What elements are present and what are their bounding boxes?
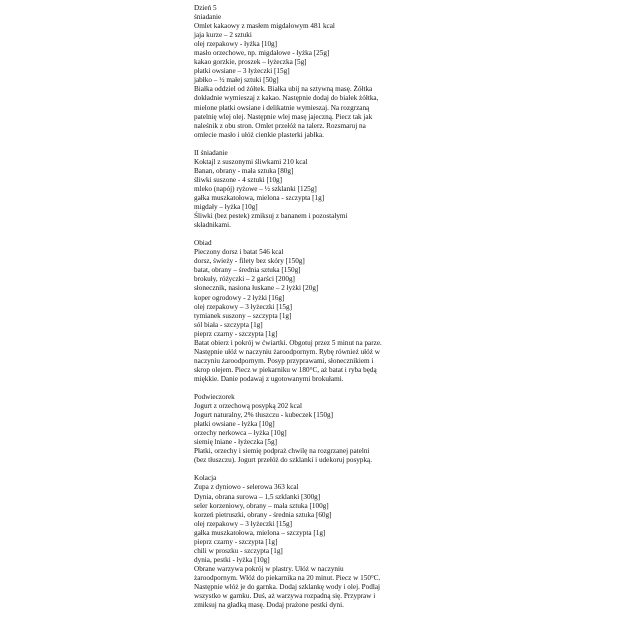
ingredient-item: Jogurt naturalny, 2% tłuszczu - kubeczek [150g] xyxy=(194,411,334,420)
section-spacer xyxy=(194,384,394,393)
ingredient-item: sól biała - szczypta [1g] xyxy=(194,320,263,329)
meal-plan-document xyxy=(194,4,394,610)
ingredient-item: kakao gorzkie, proszek – łyżeczka [5g] xyxy=(194,58,307,67)
ingredient-item: płatki owsiane – 3 łyżeczki [15g] xyxy=(194,67,290,76)
ingredient-item: chili w proszku - szczypta [1g] xyxy=(194,546,283,555)
dish-title: Jogurt z orzechową posypką 202 kcal xyxy=(194,402,302,411)
preparation-instructions: Płatki, orzechy i siemię podpraż chwilę na rozgrzanej patelni (bez tłuszczu). Jogurt przełóż do szklanki i udekoruj posypką. xyxy=(194,447,373,465)
meal-section xyxy=(194,13,394,140)
ingredient-item: korzeń pietruszki, obrany - średnia sztuka [60g] xyxy=(194,510,332,519)
dish-title: Zupa z dyniowo - selerowa 363 kcal xyxy=(194,483,299,492)
ingredient-item: słonecznik, nasiona łuskane – 2 łyżki [20g] xyxy=(194,284,319,293)
ingredient-item: gałka muszkatołowa, mielona – szczypta [1g] xyxy=(194,528,326,537)
ingredient-item: olej rzepakowy – 3 łyżeczki [15g] xyxy=(194,519,292,528)
meal-name: Kolacja xyxy=(194,474,217,483)
ingredient-item: brokuły, różyczki – 2 garści [200g] xyxy=(194,275,295,284)
ingredient-item: seler korzeniowy, obrany – mała sztuka [100g] xyxy=(194,501,329,510)
meal-name: śniadanie xyxy=(194,13,222,22)
preparation-instructions: Białka oddziel od żółtek. Białka ubij na sztywną masę. Żółtka dokładnie wymieszaj z kakao. Następnie dodaj do białek żółtka, mielone płatki owsiane i delikatnie wymieszaj. Na rozgrzaną patelnię wlej olej. Następnie wlej masę jajeczną. Piecz tak jak naleśnik z obu stron. Omlet przełóż na talerz. Rozsmaruj na omlecie masło i ułóż cienkie plasterki jabłka. xyxy=(194,85,379,139)
ingredient-item: dorsz, świeży - filety bez skóry [150g] xyxy=(194,257,305,266)
meal-section xyxy=(194,140,394,230)
ingredient-item: płatki owsiane - łyżka [10g] xyxy=(194,420,275,429)
dish-title: Koktajl z suszonymi śliwkami 210 kcal xyxy=(194,157,308,166)
meal-name: II śniadanie xyxy=(194,148,228,157)
preparation-instructions: Śliwki (bez pestek) zmiksuj z bananem i pozostałymi składnikami. xyxy=(194,212,348,230)
ingredient-item: batat, obrany – średnia sztuka [150g] xyxy=(194,266,301,275)
ingredient-item: Banan, obrany - mała sztuka [80g] xyxy=(194,166,294,175)
dish-title: Omlet kakaowy z masłem migdałowym 481 kcal xyxy=(194,22,335,31)
section-spacer xyxy=(194,230,394,239)
meal-name: Podwieczorek xyxy=(194,393,235,402)
ingredient-item: pieprz czarny - szczypta [1g] xyxy=(194,329,278,338)
ingredient-item: Dynia, obrana surowa – 1,5 szklanki [300g] xyxy=(194,492,321,501)
section-spacer xyxy=(194,465,394,474)
ingredient-item: gałka muszkatołowa, mielona - szczypta [1g] xyxy=(194,193,325,202)
ingredient-item: siemię lniane - łyżeczka [5g] xyxy=(194,438,278,447)
meal-section xyxy=(194,230,394,384)
section-spacer xyxy=(194,140,394,149)
ingredient-item: tymianek suszony – szczypta [1g] xyxy=(194,311,292,320)
preparation-instructions: Obrane warzywa pokrój w plastry. Ułóż w naczyniu żaroodpornym. Włóż do piekarnika na 20 minut. Piecz w 150°C. Następnie włóż je do garnka. Dodaj szklankę wody i olej. Podlaj wszystko w garnku. Duś, aż warzywa rozpadną się. Przypraw i zmiksuj na gładką masę. Dodaj prażone pestki dyni. xyxy=(194,564,381,610)
ingredient-item: dynia, pestki - łyżka [10g] xyxy=(194,555,270,564)
ingredient-item: pieprz czarny - szczypta [1g] xyxy=(194,537,278,546)
ingredient-item: orzechy nerkowca – łyżka [10g] xyxy=(194,429,287,438)
day-title: Dzień 5 xyxy=(194,4,217,12)
preparation-instructions: Batat obierz i pokrój w ćwiartki. Obgotuj przez 5 minut na parze. Następnie ułóż w naczyniu żaroodpornym. Rybę również ułóż w naczyniu żaroodpornym. Posyp przyprawami, słonecznikiem i skrop olejem. Piecz w piekarniku w 180°C, aż batat i ryba będą miękkie. Danie podawaj z ugotowanymi brokułami. xyxy=(194,338,382,383)
dish-title: Pieczony dorsz i batat 546 kcal xyxy=(194,248,284,257)
meal-section xyxy=(194,465,394,610)
ingredient-item: migdały – łyżka [10g] xyxy=(194,203,258,212)
ingredient-item: olej rzepakowy - łyżka [10g] xyxy=(194,40,278,49)
ingredient-item: koper ogrodowy - 2 łyżki [16g] xyxy=(194,293,285,302)
meal-name: Obiad xyxy=(194,239,212,248)
ingredient-item: jaja kurze – 2 sztuki xyxy=(194,31,252,40)
ingredient-item: masło orzechowe, np. migdałowe - łyżka [25g] xyxy=(194,49,330,58)
ingredient-item: olej rzepakowy – 3 łyżeczki [15g] xyxy=(194,302,292,311)
ingredient-item: śliwki suszone - 4 sztuki [10g] xyxy=(194,175,283,184)
meals-list xyxy=(194,13,394,610)
meal-section xyxy=(194,384,394,465)
ingredient-item: mleko (napój) ryżowe – ½ szklanki [125g] xyxy=(194,184,317,193)
ingredient-item: jabłko – ½ małej sztuki [50g] xyxy=(194,76,279,85)
